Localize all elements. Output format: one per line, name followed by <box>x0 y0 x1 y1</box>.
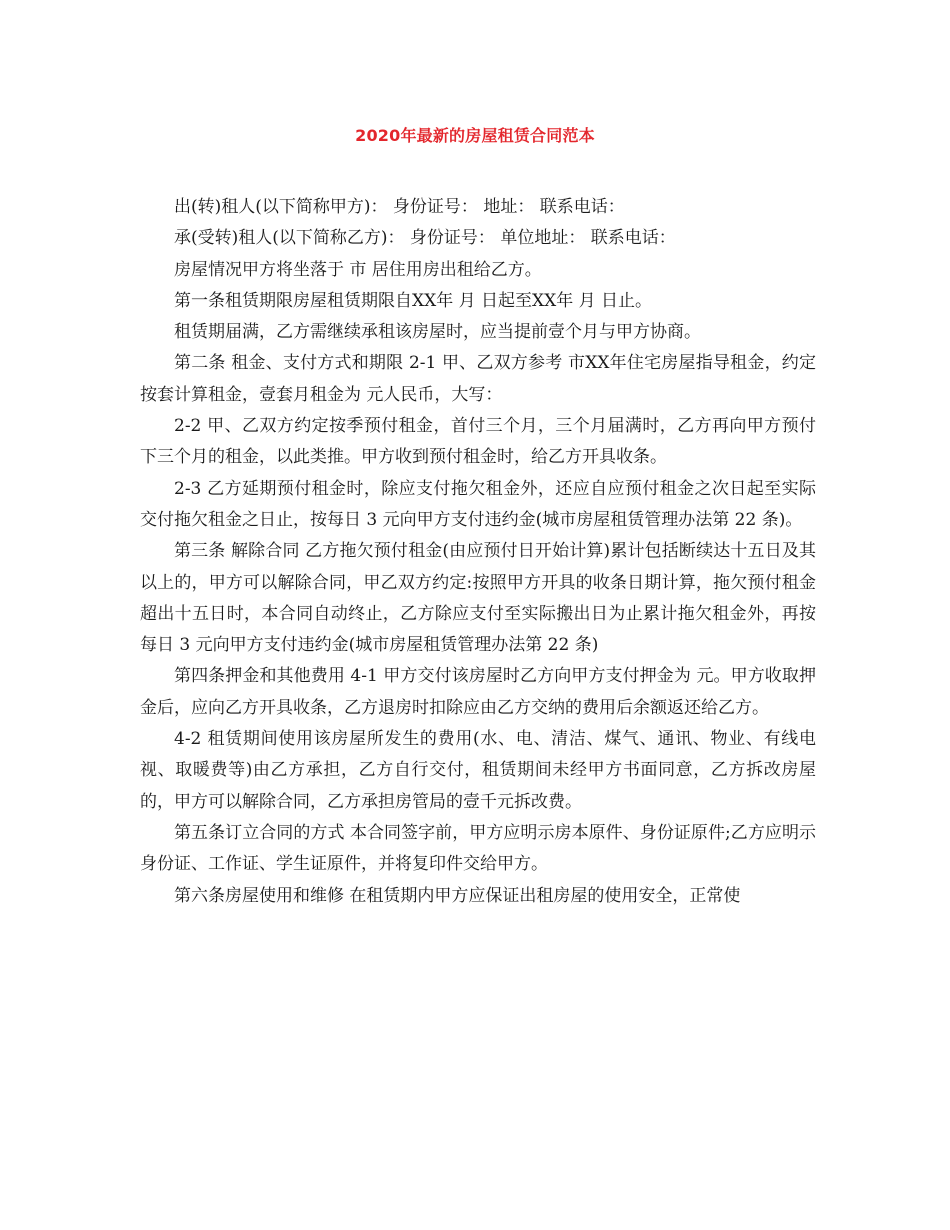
document-body <box>140 192 816 912</box>
article-4-paragraph: 第四条押金和其他费用 4-1 甲方交付该房屋时乙方向甲方支付押金为 元。甲方收取押金后，应向乙方开具收条，乙方退房时扣除应由乙方交纳的费用后余额返还给乙方。 <box>140 666 816 718</box>
property-info-paragraph: 房屋情况甲方将坐落于 市 居住用房出租给乙方。 <box>174 259 542 280</box>
document-title: 2020年最新的房屋租赁合同范本 <box>355 126 595 145</box>
article-3-paragraph: 第三条 解除合同 乙方拖欠预付租金(由应预付日开始计算)累计包括断续达十五日及其以上的，甲方可以解除合同，甲乙双方约定:按照甲方开具的收条日期计算，拖欠预付租金超出十五日时，本合同自动终止，乙方除应支付至实际搬出日为止累计拖欠租金外，再按每日 3 元向甲方支付违约金(城市房屋租赁管理办法第 22 条) <box>140 541 816 656</box>
clause-2-2-paragraph: 2-2 甲、乙双方约定按季预付租金，首付三个月，三个月届满时，乙方再向甲方预付下三个月的租金，以此类推。甲方收到预付租金时，给乙方开具收条。 <box>140 416 816 468</box>
article-5-paragraph: 第五条订立合同的方式 本合同签字前，甲方应明示房本原件、身份证原件;乙方应明示身份证、工作证、学生证原件，并将复印件交给甲方。 <box>140 822 816 875</box>
party-a-line: 出(转)租人(以下简称甲方)： 身份证号： 地址： 联系电话： <box>174 197 625 217</box>
lease-renewal-paragraph: 租赁期届满，乙方需继续承租该房屋时，应当提前壹个月与甲方协商。 <box>174 322 701 343</box>
article-2-paragraph: 第二条 租金、支付方式和期限 2-1 甲、乙双方参考 市XX年住宅房屋指导租金，约定按套计算租金，壹套月租金为 元人民币，大写： <box>140 353 816 405</box>
clause-4-2-paragraph: 4-2 租赁期间使用该房屋所发生的费用(水、电、清洁、煤气、通讯、物业、有线电视、取暖费等)由乙方承担，乙方自行交付，租赁期间未经甲方书面同意，乙方拆改房屋的，甲方可以解除合同，乙方承担房管局的壹千元拆改费。 <box>140 729 816 812</box>
clause-2-3-paragraph: 2-3 乙方延期预付租金时，除应支付拖欠租金外，还应自应预付租金之次日起至实际交付拖欠租金之日止，按每日 3 元向甲方支付违约金(城市房屋租赁管理办法第 22 条)。 <box>140 478 816 530</box>
article-1-paragraph: 第一条租赁期限房屋租赁期限自XX年 月 日起至XX年 月 日止。 <box>174 290 653 311</box>
article-6-paragraph: 第六条房屋使用和维修 在租赁期内甲方应保证出租房屋的使用安全，正常使 <box>174 885 741 906</box>
party-b-line: 承(受转)租人(以下简称乙方)： 身份证号： 单位地址： 联系电话： <box>174 228 676 249</box>
